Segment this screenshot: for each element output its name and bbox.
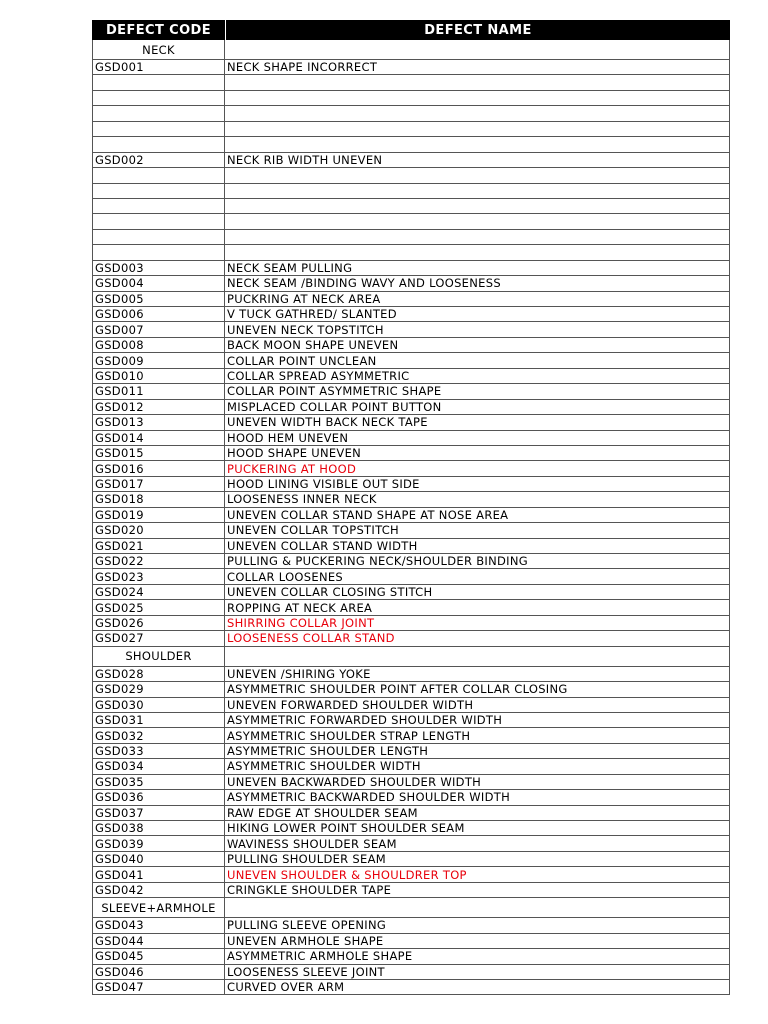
defect-code-cell: GSD015 xyxy=(92,446,225,460)
defect-name-cell: ROPPING AT NECK AREA xyxy=(225,600,730,614)
defect-name-cell: HIKING LOWER POINT SHOULDER SEAM xyxy=(225,821,730,835)
defect-code-header: DEFECT CODE xyxy=(92,20,226,40)
defect-code-cell: GSD001 xyxy=(92,60,225,74)
defect-code-cell: GSD009 xyxy=(92,353,225,367)
defect-code-cell: GSD033 xyxy=(92,744,225,758)
defect-code-cell: GSD027 xyxy=(92,631,225,645)
defect-name-header: DEFECT NAME xyxy=(424,22,532,38)
defect-name-cell: HOOD LINING VISIBLE OUT SIDE xyxy=(225,477,730,491)
defect-name-cell xyxy=(225,898,730,917)
defect-code-cell: GSD040 xyxy=(92,852,225,866)
defect-code-cell xyxy=(92,75,225,89)
blank-row xyxy=(92,137,730,152)
defect-code-cell: GSD018 xyxy=(92,492,225,506)
defect-code-cell xyxy=(92,168,225,182)
section-title: SHOULDER xyxy=(92,647,225,666)
defect-code-cell: GSD029 xyxy=(92,682,225,696)
defect-name-cell: NECK SEAM /BINDING WAVY AND LOOSENESS xyxy=(225,276,730,290)
defect-code-cell xyxy=(92,184,225,198)
defect-code-cell: GSD037 xyxy=(92,806,225,820)
defect-name-cell: COLLAR SPREAD ASYMMETRIC xyxy=(225,369,730,383)
table-row xyxy=(92,600,730,615)
defect-code-cell xyxy=(92,245,225,259)
table-row xyxy=(92,508,730,523)
blank-row xyxy=(92,106,730,121)
defect-code-cell: GSD035 xyxy=(92,775,225,789)
table-row xyxy=(92,852,730,867)
defect-code-cell: GSD021 xyxy=(92,539,225,553)
blank-row xyxy=(92,230,730,245)
defect-code-cell: GSD013 xyxy=(92,415,225,429)
table-row xyxy=(92,369,730,384)
table-row xyxy=(92,698,730,713)
defect-name-cell: PULLING SHOULDER SEAM xyxy=(225,852,730,866)
defect-name-cell xyxy=(225,168,730,182)
table-row xyxy=(92,616,730,631)
blank-row xyxy=(92,168,730,183)
table-row xyxy=(92,554,730,569)
defect-code-cell: GSD032 xyxy=(92,728,225,742)
defect-name-cell: HOOD SHAPE UNEVEN xyxy=(225,446,730,460)
defect-code-cell: GSD004 xyxy=(92,276,225,290)
section-title: SLEEVE+ARMHOLE xyxy=(92,898,225,917)
defect-code-cell: GSD022 xyxy=(92,554,225,568)
defect-name-cell: UNEVEN /SHIRING YOKE xyxy=(225,667,730,681)
defect-code-cell: GSD044 xyxy=(92,934,225,948)
defect-name-cell: PULLING SLEEVE OPENING xyxy=(225,918,730,932)
defect-code-cell: GSD017 xyxy=(92,477,225,491)
table-row xyxy=(92,759,730,774)
table-row xyxy=(92,883,730,898)
blank-row xyxy=(92,184,730,199)
blank-row xyxy=(92,245,730,260)
defect-name-cell: LOOSENESS SLEEVE JOINT xyxy=(225,965,730,979)
defect-code-cell: GSD045 xyxy=(92,949,225,963)
table-row xyxy=(92,539,730,554)
defect-code-cell: GSD041 xyxy=(92,867,225,881)
defect-name-cell: UNEVEN COLLAR STAND WIDTH xyxy=(225,539,730,553)
defect-name-cell: SHIRRING COLLAR JOINT xyxy=(225,616,730,630)
defect-code-cell: GSD042 xyxy=(92,883,225,897)
table-row xyxy=(92,322,730,337)
defect-code-cell: GSD008 xyxy=(92,338,225,352)
defect-name-cell: LOOSENESS COLLAR STAND xyxy=(225,631,730,645)
defect-code-cell: GSD039 xyxy=(92,836,225,850)
table-row xyxy=(92,307,730,322)
defect-name-cell: V TUCK GATHRED/ SLANTED xyxy=(225,307,730,321)
table-row xyxy=(92,492,730,507)
defect-name-cell: LOOSENESS INNER NECK xyxy=(225,492,730,506)
defect-name-cell: NECK SEAM PULLING xyxy=(225,261,730,275)
defect-code-cell: GSD012 xyxy=(92,400,225,414)
table-row xyxy=(92,338,730,353)
defect-name-cell: PULLING & PUCKERING NECK/SHOULDER BINDING xyxy=(225,554,730,568)
defect-code-table xyxy=(92,20,730,995)
table-row xyxy=(92,806,730,821)
section-row xyxy=(92,647,730,667)
defect-name-cell xyxy=(225,245,730,259)
defect-name-cell: UNEVEN COLLAR STAND SHAPE AT NOSE AREA xyxy=(225,508,730,522)
defect-name-cell: NECK RIB WIDTH UNEVEN xyxy=(225,153,730,167)
section-row xyxy=(92,40,730,60)
defect-code-cell: GSD046 xyxy=(92,965,225,979)
defect-name-cell xyxy=(225,647,730,666)
defect-code-cell xyxy=(92,106,225,120)
defect-code-cell: GSD007 xyxy=(92,322,225,336)
defect-code-cell xyxy=(92,122,225,136)
table-row xyxy=(92,775,730,790)
defect-code-cell: GSD020 xyxy=(92,523,225,537)
table-row xyxy=(92,836,730,851)
defect-name-cell: BACK MOON SHAPE UNEVEN xyxy=(225,338,730,352)
defect-name-cell: COLLAR POINT ASYMMETRIC SHAPE xyxy=(225,384,730,398)
table-row xyxy=(92,461,730,476)
defect-code-cell: GSD036 xyxy=(92,790,225,804)
defect-code-cell: GSD028 xyxy=(92,667,225,681)
table-row xyxy=(92,569,730,584)
defect-name-cell: UNEVEN BACKWARDED SHOULDER WIDTH xyxy=(225,775,730,789)
defect-name-cell: NECK SHAPE INCORRECT xyxy=(225,60,730,74)
table-row xyxy=(92,431,730,446)
defect-name-cell: ASYMMETRIC ARMHOLE SHAPE xyxy=(225,949,730,963)
defect-code-cell: GSD003 xyxy=(92,261,225,275)
defect-code-cell: GSD030 xyxy=(92,698,225,712)
defect-name-cell: UNEVEN FORWARDED SHOULDER WIDTH xyxy=(225,698,730,712)
defect-name-cell: UNEVEN COLLAR CLOSING STITCH xyxy=(225,585,730,599)
defect-name-cell: UNEVEN WIDTH BACK NECK TAPE xyxy=(225,415,730,429)
defect-code-cell: GSD005 xyxy=(92,292,225,306)
defect-code-cell: GSD011 xyxy=(92,384,225,398)
table-row xyxy=(92,965,730,980)
table-row xyxy=(92,682,730,697)
blank-row xyxy=(92,214,730,229)
defect-name-cell xyxy=(225,184,730,198)
table-row xyxy=(92,523,730,538)
table-row xyxy=(92,400,730,415)
defect-name-cell: ASYMMETRIC SHOULDER POINT AFTER COLLAR CLOSING xyxy=(225,682,730,696)
defect-name-cell: RAW EDGE AT SHOULDER SEAM xyxy=(225,806,730,820)
section-row xyxy=(92,898,730,918)
defect-code-cell: GSD024 xyxy=(92,585,225,599)
defect-name-cell xyxy=(225,40,730,59)
table-row xyxy=(92,713,730,728)
defect-name-cell: MISPLACED COLLAR POINT BUTTON xyxy=(225,400,730,414)
defect-name-cell: UNEVEN COLLAR TOPSTITCH xyxy=(225,523,730,537)
defect-name-cell: ASYMMETRIC FORWARDED SHOULDER WIDTH xyxy=(225,713,730,727)
defect-code-cell xyxy=(92,91,225,105)
table-row xyxy=(92,867,730,882)
defect-code-cell: GSD016 xyxy=(92,461,225,475)
defect-name-cell: UNEVEN NECK TOPSTITCH xyxy=(225,322,730,336)
defect-name-cell: PUCKRING AT NECK AREA xyxy=(225,292,730,306)
table-row xyxy=(92,276,730,291)
defect-name-cell: UNEVEN SHOULDER & SHOULDRER TOP xyxy=(225,867,730,881)
defect-name-cell: CURVED OVER ARM xyxy=(225,980,730,994)
table-row xyxy=(92,60,730,75)
defect-name-cell: WAVINESS SHOULDER SEAM xyxy=(225,836,730,850)
defect-code-cell xyxy=(92,137,225,151)
table-row xyxy=(92,821,730,836)
table-row xyxy=(92,415,730,430)
defect-code-cell: GSD031 xyxy=(92,713,225,727)
defect-name-cell xyxy=(225,122,730,136)
defect-name-cell xyxy=(225,137,730,151)
defect-name-cell: ASYMMETRIC SHOULDER WIDTH xyxy=(225,759,730,773)
defect-code-cell: GSD006 xyxy=(92,307,225,321)
blank-row xyxy=(92,122,730,137)
defect-name-cell xyxy=(225,230,730,244)
defect-name-cell: PUCKERING AT HOOD xyxy=(225,461,730,475)
defect-name-cell: COLLAR LOOSENES xyxy=(225,569,730,583)
defect-code-cell: GSD025 xyxy=(92,600,225,614)
defect-code-cell xyxy=(92,230,225,244)
blank-row xyxy=(92,75,730,90)
table-row xyxy=(92,153,730,168)
defect-code-cell: GSD014 xyxy=(92,431,225,445)
defect-name-cell: ASYMMETRIC SHOULDER LENGTH xyxy=(225,744,730,758)
defect-code-cell: GSD002 xyxy=(92,153,225,167)
defect-name-cell xyxy=(225,91,730,105)
table-row xyxy=(92,292,730,307)
table-row xyxy=(92,949,730,964)
defect-code-cell: GSD047 xyxy=(92,980,225,994)
defect-code-cell: GSD026 xyxy=(92,616,225,630)
table-row xyxy=(92,744,730,759)
table-row xyxy=(92,446,730,461)
defect-code-cell xyxy=(92,199,225,213)
table-header xyxy=(92,20,730,40)
table-row xyxy=(92,585,730,600)
defect-name-cell xyxy=(225,199,730,213)
table-row xyxy=(92,477,730,492)
table-row xyxy=(92,384,730,399)
defect-name-cell: CRINGKLE SHOULDER TAPE xyxy=(225,883,730,897)
defect-code-cell xyxy=(92,214,225,228)
table-row xyxy=(92,631,730,646)
table-body xyxy=(92,40,730,995)
defect-name-cell xyxy=(225,214,730,228)
table-row xyxy=(92,667,730,682)
defect-name-cell: ASYMMETRIC BACKWARDED SHOULDER WIDTH xyxy=(225,790,730,804)
section-title: NECK xyxy=(92,40,225,59)
defect-code-cell: GSD034 xyxy=(92,759,225,773)
defect-code-cell: GSD010 xyxy=(92,369,225,383)
defect-name-cell: ASYMMETRIC SHOULDER STRAP LENGTH xyxy=(225,728,730,742)
defect-code-cell: GSD019 xyxy=(92,508,225,522)
defect-code-cell: GSD023 xyxy=(92,569,225,583)
table-row xyxy=(92,353,730,368)
table-row xyxy=(92,728,730,743)
table-row xyxy=(92,934,730,949)
table-row xyxy=(92,980,730,995)
defect-name-cell xyxy=(225,75,730,89)
defect-code-cell: GSD038 xyxy=(92,821,225,835)
table-row xyxy=(92,918,730,933)
table-row xyxy=(92,790,730,805)
defect-name-cell: HOOD HEM UNEVEN xyxy=(225,431,730,445)
defect-name-cell: UNEVEN ARMHOLE SHAPE xyxy=(225,934,730,948)
blank-row xyxy=(92,199,730,214)
blank-row xyxy=(92,91,730,106)
defect-code-cell: GSD043 xyxy=(92,918,225,932)
defect-name-cell xyxy=(225,106,730,120)
table-row xyxy=(92,261,730,276)
defect-name-cell: COLLAR POINT UNCLEAN xyxy=(225,353,730,367)
